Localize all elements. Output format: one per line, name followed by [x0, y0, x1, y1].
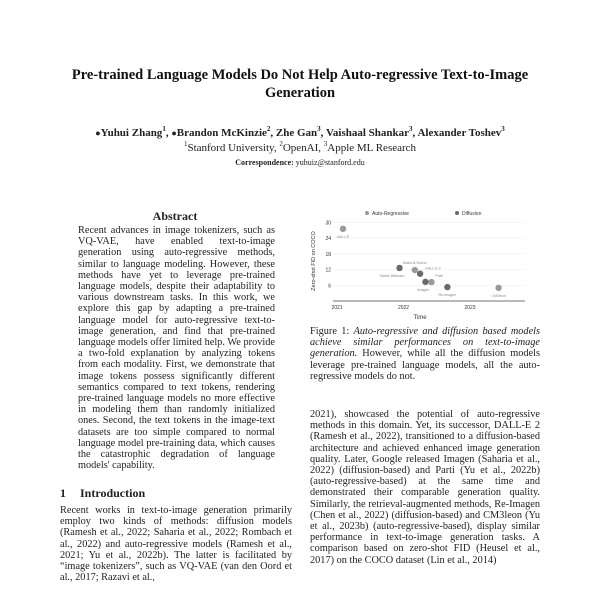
- data-point-label: CM3leon: [491, 293, 506, 298]
- author-list: ●Yuhui Zhang$^1$, ●Brandon McKinzie$^2$, Zhe Gan$^3$, Vaishaal Shankar$^3$, Alexander Toshev$^3$: [95, 125, 505, 139]
- abstract-text: Recent advances in image tokenizers, such as VQ-VAE, have enabled text-to-image generation using auto-regressive methods, similar to language modeling. However, these methods have yet to leverage pre-trained language models, despite their adaptability to various downstream tasks. In this work, we explore this gap by adapting a pre-trained language model for auto-regressive text-to-image generation, and find that pre-trained language models offer limited help. We provide a two-fold explanation by analyzing tokens from each modality. First, we demonstrate that image tokens possess significantly different semantics compared to text tokens, rendering pre-trained language models no more effective in modeling them than randomly initialized ones. Second, the text tokens in the image-text datasets are too simple compared to normal language model pre-training data, which causes the catastrophic degradation of language models' capability.: [78, 225, 275, 472]
- data-point: [495, 285, 501, 291]
- data-point: [444, 284, 450, 290]
- data-point-label: Parti: [435, 274, 443, 279]
- y-tick-label: 24: [325, 236, 331, 242]
- x-tick-label: 2022: [397, 305, 410, 311]
- apple-icon: ●: [171, 128, 177, 138]
- author-name: Zhe Gan: [275, 127, 318, 139]
- figure-caption: Figure 1: Auto-regressive and diffusion based models achieve similar performances on text-to-image generation. However, while all the diffusion models leverage pre-trained language models, all the auto-regressive models do not.: [310, 326, 541, 382]
- x-tick-label: 2023: [464, 305, 476, 311]
- data-point-label: Stable Diffusion: [379, 273, 405, 278]
- affiliation: Apple ML Research: [327, 142, 417, 154]
- abstract-heading: Abstract: [152, 209, 198, 223]
- data-point-label: Imagen: [417, 287, 430, 292]
- figure-1-chart: [300, 205, 530, 325]
- author-name: Brandon McKinzie: [176, 127, 267, 139]
- apple-icon: ●: [95, 128, 101, 138]
- y-tick-label: 18: [325, 251, 331, 258]
- data-point-label: Make-A-Scene: [402, 261, 427, 266]
- legend-label: Auto-Regressive: [372, 211, 409, 217]
- data-point-label: Re-Imagen: [438, 293, 457, 298]
- y-tick-label: 12: [325, 267, 331, 274]
- legend-marker: [455, 211, 459, 215]
- affiliation: Stanford University: [187, 142, 274, 154]
- scatter-plot: [300, 205, 530, 325]
- data-point: [396, 265, 402, 271]
- x-axis-label: Time: [413, 315, 427, 321]
- legend-label: Diffusion: [462, 211, 482, 217]
- affiliations: $^1$Stanford University, $^2$OpenAI, $^3$Apple ML Research: [183, 140, 417, 154]
- data-point-label: DALL-E 2: [425, 266, 441, 271]
- y-tick-label: 6: [328, 283, 331, 290]
- correspondence: Correspondence: yuhuiz@stanford.edu: [235, 158, 365, 167]
- data-point: [417, 271, 423, 277]
- author-name: Vaishaal Shankar: [325, 127, 410, 139]
- author-name: Alexander Toshev: [417, 127, 502, 139]
- data-point: [340, 226, 346, 232]
- author-name: Yuhui Zhang: [100, 127, 163, 139]
- affiliation: OpenAI: [282, 142, 319, 154]
- data-point-label: DALL-E: [336, 234, 350, 239]
- data-point: [428, 279, 434, 285]
- data-point: [412, 267, 418, 273]
- correspondence-email[interactable]: yuhuiz@stanford.edu: [295, 158, 365, 167]
- legend-marker: [365, 211, 369, 215]
- introduction-text: Recent works in text-to-image generation primarily employ two kinds of methods: diffusion models (Ramesh et al., 2022; Saharia et al., 2022; Rombach et al., 2022) and auto-regressive models (Ramesh et al., 2021; Yu et al., 2022b). The latter is facilitated by “image tokenizers”, such as VQ-VAE (van den Oord et al., 2017; Razavi et al.,: [60, 505, 292, 584]
- y-tick-label: 30: [325, 220, 331, 227]
- y-axis-label: Zero-shot FID on COCO: [311, 231, 317, 291]
- data-point: [422, 279, 428, 285]
- body-text-right: 2021), showcased the potential of auto-regressive methods in this domain. Yet, its successor, DALL-E 2 (Ramesh et al., 2022), transitioned to a diffusion-based architecture and achieved enhanced image generation quality. Later, Google released Imagen (Saharia et al., 2022) (diffusion-based) and Parti (Yu et al., 2022b) (auto-regressive-based) at the same time and demonstrated their comparable generation quality. Similarly, the retrieval-augmented methods, Re-Imagen (Chen et al., 2022) (diffusion-based) and CM3leon (Yu et al., 2023b) (auto-regressive-based), display similar performance in text-to-image generation tasks. A comparison based on zero-shot FID (Heusel et al., 2017) on the COCO dataset (Lin et al., 2014): [310, 409, 540, 566]
- x-tick-label: 2021: [331, 305, 343, 311]
- section-heading-introduction: 1 Introduction: [60, 486, 146, 500]
- paper-title: Pre-trained Language Models Do Not Help Auto-regressive Text-to-Image Generation: [71, 67, 529, 101]
